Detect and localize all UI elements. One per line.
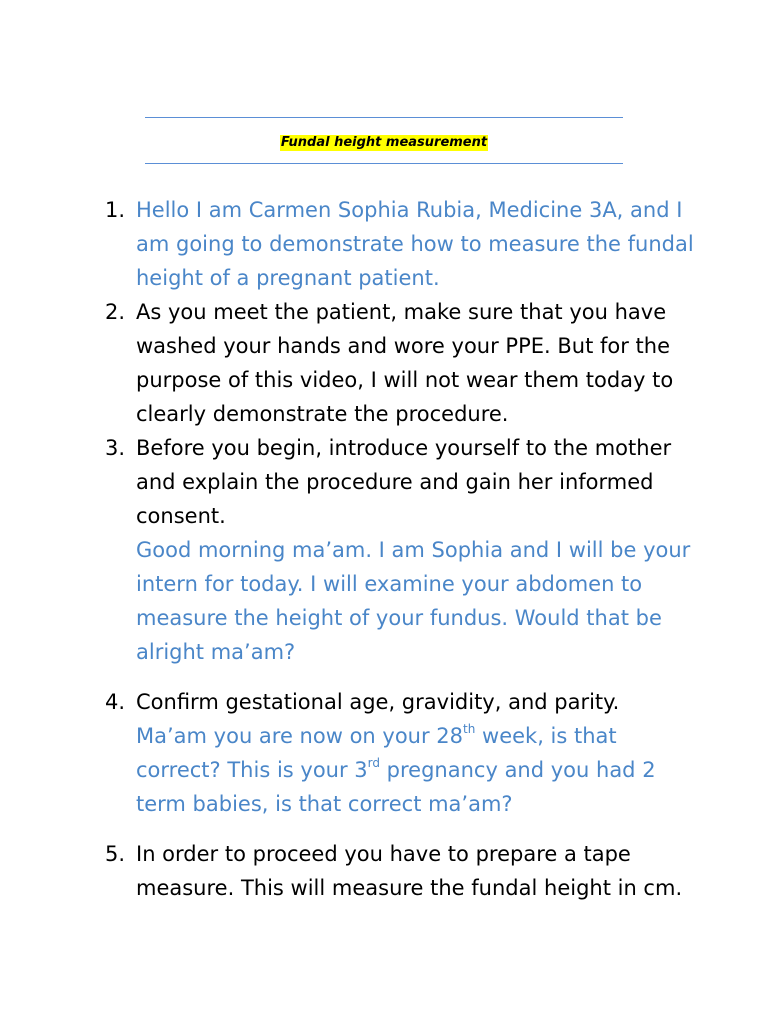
ordinal-suffix-th: th xyxy=(463,722,476,736)
dialogue-part-2: week, is that correct? This is your 3 xyxy=(136,724,617,782)
title-rule-top xyxy=(145,117,623,118)
step-text: In order to proceed you have to prepare a tape measure. This will measure the fundal height in cm. xyxy=(136,842,683,900)
step-dialogue: Good morning ma’am. I am Sophia and I will be your intern for today. I will examine your abdomen to measure the height of your fundus. Would that be alright ma’am? xyxy=(136,538,691,664)
document-title: Fundal height measurement xyxy=(280,135,488,150)
step-number: 2. xyxy=(105,300,126,324)
title-container xyxy=(0,131,768,151)
steps-list xyxy=(105,193,705,905)
step-number: 3. xyxy=(105,436,126,460)
ordinal-suffix-rd: rd xyxy=(367,756,380,770)
step-text: Before you begin, introduce yourself to the mother and explain the procedure and gain her informed consent. xyxy=(136,436,672,528)
title-rule-bottom xyxy=(145,163,623,164)
step-3 xyxy=(105,431,705,669)
step-text: As you meet the patient, make sure that you have washed your hands and wore your PPE. But for the purpose of this video, I will not wear them today to clearly demonstrate the procedure. xyxy=(136,300,674,426)
step-2 xyxy=(105,295,705,431)
step-number: 1. xyxy=(105,198,126,222)
step-number: 4. xyxy=(105,690,126,714)
step-number: 5. xyxy=(105,842,126,866)
step-5 xyxy=(105,837,705,905)
step-text: Confirm gestational age, gravidity, and parity. xyxy=(136,690,620,714)
dialogue-part-1: Ma’am you are now on your 28 xyxy=(136,724,464,748)
step-text: Hello I am Carmen Sophia Rubia, Medicine 3A, and I am going to demonstrate how to measure the fundal height of a pregnant patient. xyxy=(136,198,694,290)
step-dialogue xyxy=(136,719,705,821)
dialogue-part-3: pregnancy and you had 2 term babies, is that correct ma’am? xyxy=(136,758,656,816)
step-1 xyxy=(105,193,705,295)
step-4 xyxy=(105,685,705,821)
